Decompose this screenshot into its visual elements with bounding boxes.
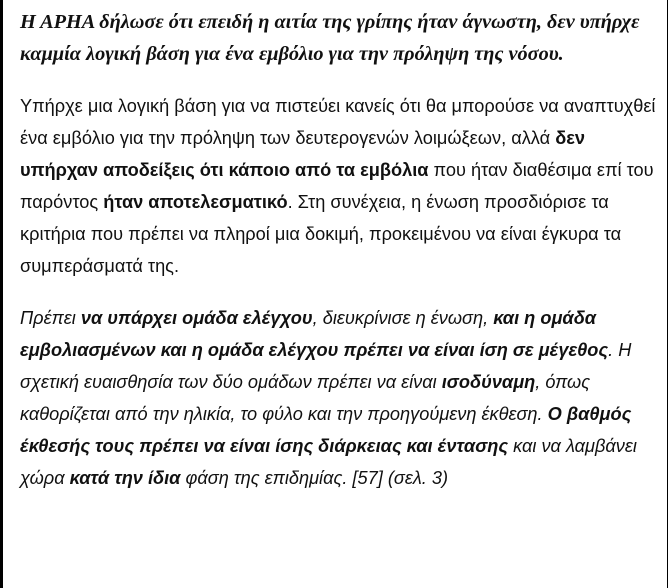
text-span-bold: να υπάρχει ομάδα ελέγχου <box>80 308 313 328</box>
text-span: . Η σχετική ευαισθησία των δύο ομάδων πρέπει να είναι <box>20 340 632 392</box>
text-span: Πρέπει <box>20 308 81 328</box>
paragraph-logical-basis <box>20 90 659 282</box>
text-span: , όπως καθορίζεται από την ηλικία, το φύλο και την προηγούμενη έκθεση. <box>20 372 591 424</box>
text-span: , διευκρίνισε η ένωση, <box>312 308 494 328</box>
text-span-bold: δεν υπήρχαν αποδείξεις ότι κάποιο από τα εμβόλια <box>20 128 585 180</box>
text-span: φάση της επιδημίας. [57] (σελ. 3) <box>180 468 449 488</box>
text-span-bold: και η ομάδα εμβολιασμένων και η ομάδα ελέγχου πρέπει να είναι ίση σε μέγεθος <box>20 308 609 360</box>
text-span: . Στη συνέχεια, η ένωση προσδιόρισε τα κριτήρια που πρέπει να πληροί μια δοκιμή, προκειμένου να είναι έγκυρα τα συμπεράσματά της. <box>20 192 622 276</box>
text-span: Η ΑΡΗΑ δήλωσε ότι επειδή η αιτία της γρίπης ήταν άγνωστη, δεν υπήρχε καμμία λογική βάση για ένα εμβόλιο για την πρόληψη της νόσου. <box>20 11 640 65</box>
text-span: που ήταν διαθέσιμα επί του παρόντος <box>20 160 654 212</box>
text-span: Υπήρχε μια λογική βάση για να πιστεύει κανείς ότι θα μπορούσε να αναπτυχθεί ένα εμβόλιο για την πρόληψη των δευτερογενών λοιμώξεων, αλλά <box>20 96 656 148</box>
text-span-bold: Ο βαθμός έκθεσής τους πρέπει να είναι ίσης διάρκειας και έντασης <box>20 404 632 456</box>
text-span: και να λαμβάνει χώρα <box>20 436 637 488</box>
text-span-bold: ισοδύναμη <box>441 372 536 392</box>
paragraph-apha-statement <box>20 6 659 70</box>
paragraph-trial-criteria <box>20 302 659 494</box>
text-span-bold: ήταν αποτελεσματικό <box>103 192 288 212</box>
text-span-bold: κατά την ίδια <box>69 468 181 488</box>
